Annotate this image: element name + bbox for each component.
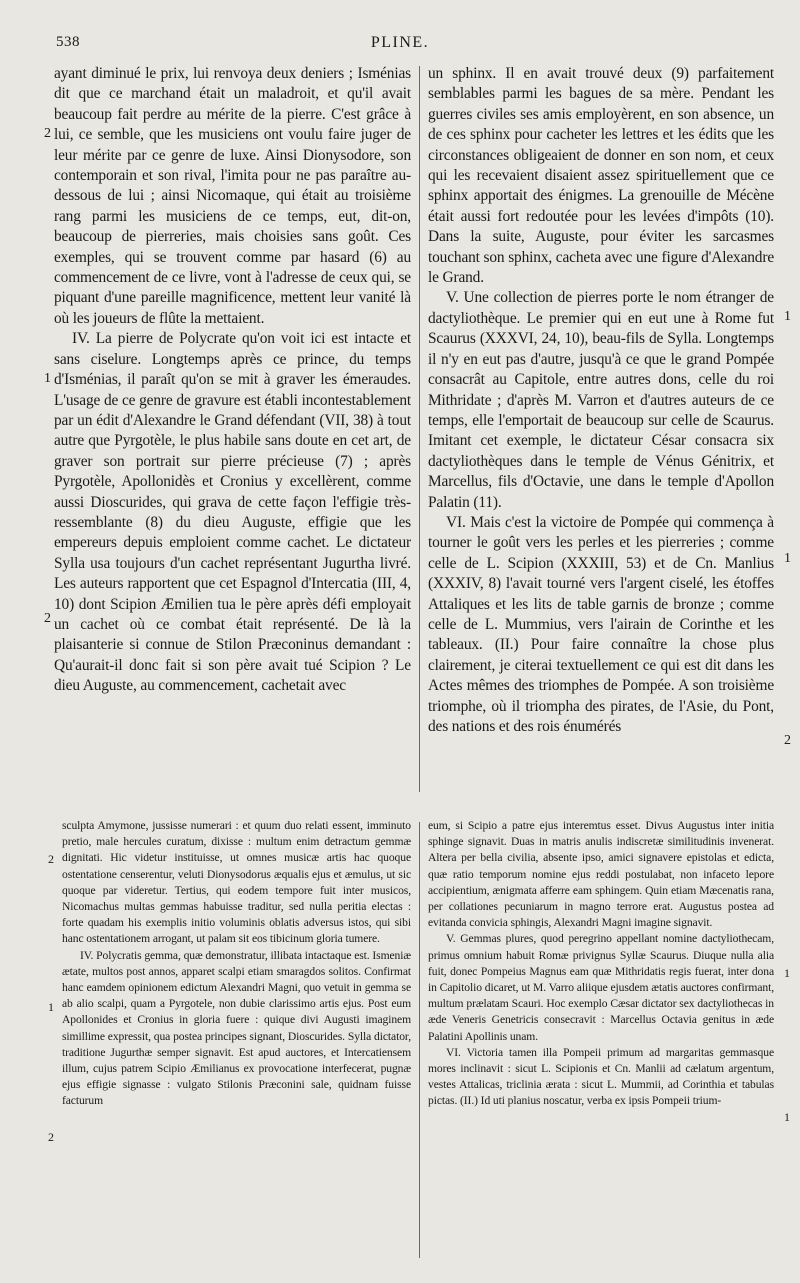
margin-number: 2	[44, 611, 51, 626]
margin-number: 1	[44, 371, 51, 386]
margin-number: 2	[48, 1130, 54, 1144]
margin-number: 1	[784, 1110, 790, 1124]
running-title: PLINE.	[370, 34, 430, 51]
french-right-column	[428, 64, 774, 794]
margin-number: 2	[784, 733, 791, 748]
page-number: 538	[56, 34, 80, 50]
latin-right-column	[428, 818, 774, 1258]
page-header	[0, 34, 800, 56]
french-left-column	[54, 64, 411, 794]
latin-right-paragraph-3: VI. Victoria tamen illa Pompeii primum ad margaritas gemmasque mores inclinavit : sicut L. Scipionis et Cn. Manlii ad cælatum argentum, vestes Attalicas, triclinia ærata : sicut L. Mummii, ad Corinthia et tabulas pictas. (II.) Id uti planius noscatur, verba ex ipsis Pompeii trium-	[428, 1045, 774, 1108]
margin-number: 1	[784, 551, 791, 566]
latin-left-paragraph-2: IV. Polycratis gemma, quæ demonstratur, illibata intactaque est. Ismeniæ ætate, multos post annos, apparet scalpi etiam smaragdos solitos. Confirmat hanc eamdem opinionem edictum Alexandri Magni, quo vetuit in gemma se ab alio scalpi, quam a Pyrgotele, non dubie clarissimo artis ejus. Post eum Apollonides et Cronius in gloria fuere : quique divi Augusti imaginem simillime expressit, qua postea principes signant, Dioscurides. Sylla dictator, traditione Jugurthæ semper signavit. Est apud auctores, et Intercatiensem illum, cujus patrem Scipio Æmilianus ex provocatione interfecerat, pugnæ ejus effigie signasse : vulgato Stilonis Præconini sale, quidnam fuisse facturum	[62, 948, 411, 1108]
latin-right-paragraph-2: V. Gemmas plures, quod peregrino appellant nomine dactyliothecam, primus omnium habuit Romæ privignus Syllæ Scaurus. Diuque nulla alia fuit, donec Pompeius Magnus eam quæ Mithridatis regis fuerat, inter dona in Capitolio dicaret, ut M. Varro aliique ejusdem ætatis auctores confirmant, multum prælatam Scauri. Hoc exemplo Cæsar dictator sex dactyliothecas in æde Veneris Genetricis consecravit : Marcellus Octavia genitus in æde Palatini Apollinis unam.	[428, 932, 774, 1043]
margin-number: 2	[48, 852, 54, 866]
margin-number: 1	[48, 1000, 54, 1014]
latin-left-paragraph-1: sculpta Amymone, jussisse numerari : et quum duo relati essent, imminuto pretio, male hercules curatum, dixisse : multum enim detractum gemmæ dignitati. Hic videtur instituisse, ut omnes musicæ artis hac quoque ostentatione censerentur, veluti Dionysodorus æqualis ejus et æmulus, ut sic quoque par videretur. Tertius, qui eodem tempore fuit inter musicos, Nicomachus multas gemmas habuisse traditur, sed nulla peritia electas : forte quadam his exemplis initio voluminis oblatis adversus istos, qui sibi hanc ostentationem arrogant, ut palam sit eos tibicinum gloria tumere.	[62, 819, 411, 946]
french-right-paragraph-3: VI. Mais c'est la victoire de Pompée qui commença à tourner le goût vers les perles et les pierreries ; comme celle de L. Scipion (XXXIII, 53) et de Cn. Manlius (XXXIV, 8) l'avait tourné vers l'argent ciselé, les étoffes Attaliques et les lits de table garnis de bronze ; comme celle de L. Mummius, vers l'airain de Corinthe et les tableaux. (II.) Pour faire connaître la chose plus clairement, je citerai textuellement ce qui est dit dans les Actes mêmes des triomphes de Pompée. A son troisième triomphe, où il triompha des pirates, de l'Asie, du Pont, des nations et des rois énumérés	[428, 513, 774, 735]
margin-number: 1	[784, 966, 790, 980]
latin-left-column	[62, 818, 411, 1258]
french-right-paragraph-1: un sphinx. Il en avait trouvé deux (9) parfaitement semblables parmi les bagues de sa mère. Pendant les guerres civiles ses amis employèrent, en son absence, un de ces sphinx pour cacheter les lettres et les édits que les circonstances obligeaient de donner en son nom, et ceux qui les recevaient disaient assez spirituellement que ce sphinx apportait des énigmes. La grenouille de Mécène était aussi fort redoutée pour les levées d'impôts (10). Dans la suite, Auguste, pour éviter les sarcasmes touchant son sphinx, cacheta avec une figure d'Alexandre le Grand.	[428, 65, 774, 287]
margin-number: 1	[784, 309, 791, 324]
french-left-paragraph-1: ayant diminué le prix, lui renvoya deux deniers ; Isménias dit que ce marchand était un maladroit, et qu'il avait beaucoup fait perdre au mérite de la pierre. C'est grâce à lui, ce semble, que les musiciens ont voulu faire juger de leur mérite par ce genre de luxe. Ainsi Dionysodore, son contemporain et son rival, l'imita pour ne pas paraître au-dessous de lui ; ainsi Nicomaque, qui était au troisième rang parmi les musiciens de ce temps, eut, dit-on, beaucoup de pierreries, mais choisies sans goût. Ces exemples, qui se trouvent comme par hasard (6) au commencement de ce livre, vont à l'adresse de ceux qui, se piquant d'une pareille magnificence, mettent leur vanité là où les joueurs de flûte la mettaient.	[54, 65, 411, 327]
french-left-paragraph-2: IV. La pierre de Polycrate qu'on voit ici est intacte et sans ciselure. Longtemps après ce prince, du temps d'Isménias, il paraît qu'on se mit à graver les émeraudes. L'usage de ce genre de gravure est établi incontestablement par un édit d'Alexandre le Grand défendant (VII, 38) à tout autre que Pyrgotèle, le plus habile sans doute en cet art, de graver son portrait sur pierre précieuse (7) ; après Pyrgotèle, Apollonidès et Cronius y excellèrent, comme aussi Dioscurides, qui grava de cette façon l'effigie très-ressemblante (8) du dieu Auguste, effigie que les empereurs depuis emploient comme cachet. Le dictateur Sylla usa toujours d'un cachet représentant Jugurtha livré. Les auteurs rapportent que cet Espagnol d'Intercatia (III, 4, 10) dont Scipion Æmilien tua le père après défi employait un cachet où ce combat était représenté. De là la plaisanterie si connue de Stilon Præconinus demandant : Qu'aurait-il donc fait si son père avait tué Scipion ? Le dieu Auguste, au commencement, cachetait avec	[54, 330, 411, 695]
column-divider-bottom	[419, 822, 420, 1258]
column-divider-top	[419, 66, 420, 792]
margin-number: 2	[44, 126, 51, 141]
french-right-paragraph-2: V. Une collection de pierres porte le nom étranger de dactyliothèque. Le premier qui en eut une à Rome fut Scaurus (XXXVI, 24, 10), beau-fils de Sylla. Longtemps il n'y en eut pas d'autre, jusqu'à ce que le grand Pompée consacrât au Capitole, entre autres dons, celle du roi Mithridate ; d'après M. Varron et d'autres auteurs de ce temps, elle l'emportait de beaucoup sur celle de Scaurus. Imitant cet exemple, le dictateur César consacra six dactyliothèques dans le temple de Vénus Génitrix, et Marcellus, fils d'Octavie, une dans le temple d'Apollon Palatin (11).	[428, 289, 774, 511]
latin-right-paragraph-1: eum, si Scipio a patre ejus interemtus esset. Divus Augustus inter initia sphinge signavit. Duas in matris anulis indiscretæ similitudinis invenerat. Altera per bella civilia, absente ipso, amici signavere epistolas et edicta, quæ ratio temporum nomine ejus reddi postulabat, non infaceto lepore accipientium, ænigmata afferre eam sphingem. Quin etiam Mæcenatis rana, per collationes pecuniarum in magno terrore erat. Augustus postea ad evitanda convicia sphingis, Alexandri Magni imagine signavit.	[428, 819, 774, 930]
